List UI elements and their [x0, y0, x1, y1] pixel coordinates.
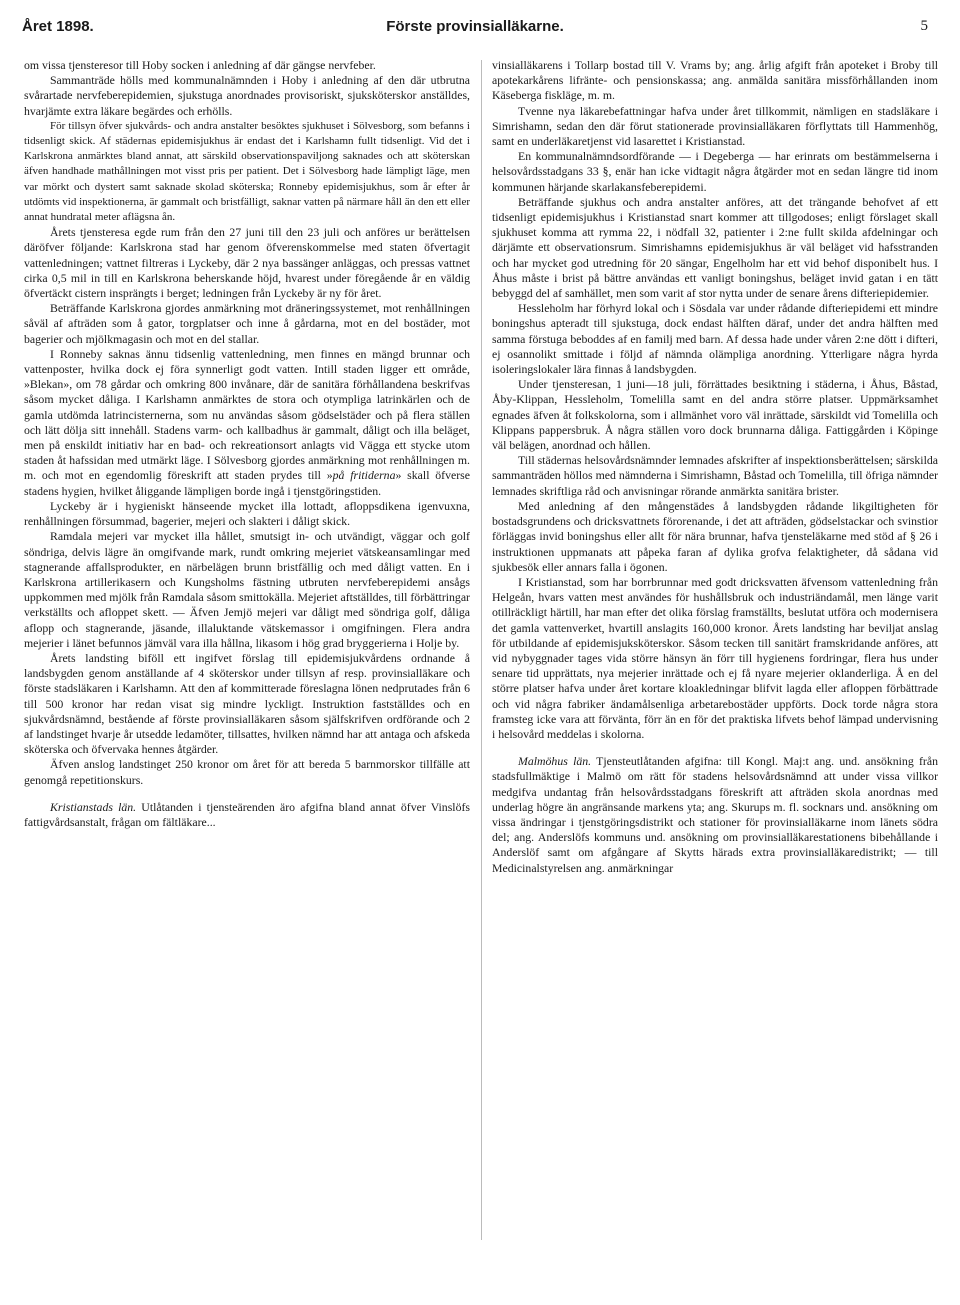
- paragraph: I Kristianstad, som har borrbrunnar med godt dricksvatten äfvensom vattenledning från Helgeån, hvars vatten mest användes för hushållsbruk och industriändamål, men länge varit otillräckligt härtill, har man efter det olika förslag framställts, beslutat utföra och modernisera det gamla vattenverket, hvartill anslagits 160,000 kronor. Årets landsting har beviljat anslag för utbildande af epidemisjuksköterskor. Såsom tecken till sanitärt framskridande anföres, att vid nybyggnader tages vida större hänsyn än förr till hygienens fordringar, flera hus under senare tid upprättats, nya mejerier inrättade och ej få nyare mejerier oklanderliga. Å en del större platser hafva under året kortare kloakledningar blifvit lagda eller afloppen förbättrade och vid några fabriker ändamålsenliga arbetarebostäder uppförts. Dock torde några stora framsteg icke vara att förvänta, förr än en för det praktiska lifvets behof lämpad undervisning i helsovård meddelas i skolorna.: [492, 574, 938, 741]
- paragraph: [24, 800, 470, 830]
- page-number: 5: [920, 18, 928, 34]
- paragraph: Beträffande sjukhus och andra anstalter anföres, att det trängande behofvet af ett tidsenligt epidemisjukhus i Kristianstad snart kommer att tillgodoses; enligt förslaget skall sjukhuset komma att rymma 22, i nödfall 32, patienter i 2:ne fullt skilda afdelningar och därjämte ett observationsrum. Simrishamns epidemisjukhus är väl beläget vid hafsstranden och har mycket god utredning för 20 sängar, Engelholm har ett vid behof disponibelt hus. I Åhus måste i brist på bättre användas ett vanligt boningshus, beläget invid gatan i en tätt bebyggd del af samhället, men som varit af stor nytta under de senare årens difteriepidemier.: [492, 194, 938, 301]
- section-heading: Malmöhus län.: [518, 754, 592, 769]
- paragraph: Sammanträde hölls med kommunalnämnden i Hoby i anledning af den där utbrutna svårartade nervfeberepidemien, sjukstuga anordnades provisoriskt, sjuksköterskor anställdes, hvarjämte extra läkare begärdes och erhölls.: [24, 73, 470, 118]
- column-divider: [481, 60, 482, 1240]
- paragraph: Årets landsting biföll ett ingifvet förslag till epidemisjukvårdens ordnande å landsbygden genom anställande af 4 sköterskor under tillsyn af resp. provinsialläkare och förste stadsläkaren i Karlshamn. Att den af kommitterade föreslagna lönen nedprutades från 6 till 500 kronor har redan visat sig mindre lyckligt. Instruktion fastställdes och en sjukvårdsnämnd, bestående af förste provinsialläkaren såsom själfskrifven ordförande och 2 af landstinget hvarje år utsedde ledamöter, tillsattes, hvilken nämnd har att antaga och afskeda sköterska och öfvervaka hennes åtgärder.: [24, 650, 470, 757]
- paragraph: För tillsyn öfver sjukvårds- och andra anstalter besöktes sjukhuset i Sölvesborg, som befanns i tidsenligt skick. Af städernas epidemisjukhus är endast det i Karlshamn fullt tidsenligt. Vid det i Karlskrona anmärktes bland annat, att särskild observationspaviljong saknades och att sköterskan äfven handhade mathållningen mot visst pris per patient. Det i Sölvesborg hade lämpligt läge, men var mörkt och dystert samt saknade skolad sköterska; Ronneby epidemisjukhus, som år efter år utdömts vid inspektionerna, är gammalt och bristfälligt, saknar vatten på närmare håll än den ett eller annat hundratal meter aflägsna ån.: [24, 119, 470, 224]
- header-year: Året 1898.: [22, 18, 94, 35]
- paragraph-text: Utlåtanden i tjensteärenden äro afgifna bland annat öfver Vinslöfs fattigvårdsanstalt, frågan om fältläkare...: [24, 799, 470, 829]
- paragraph-text: I Ronneby saknas ännu tidsenlig vattenledning, men finnes en mängd brunnar och vattenposter, hvilka dock ej föra synnerligt godt vatten. Intill staden ligger ett område, »Blekan», om 78 gårdar och omkring 800 invånare, där de sanitära förhållandena beskrifvas såsom mycket dåliga. I Karlshamn anmärktes de stora och otympliga latrinkärlen och de gamla utdömda latrincisternerna, som nu användas såsom gödselstäder och på flera ställen och lätt dölja sitt innehåll. Stadens varm- och kallbadhus är gammalt, dåligt och illa beläget, men på enskildt initiativ har en bad- och rekreationsort anlagts vid Vägga ett stycke utom staden åt hafssidan med utmärkt läge. I Sölvesborg gjordes anmärkning mot renhållningen m. m. och mot en egendomlig föreskrift att staden prydes till »: [24, 346, 470, 483]
- paragraph: Med anledning af den mångenstädes å landsbygden rådande likgiltigheten för bostadsgrundens och dricksvattnets förorenande, i det att afträden, gödselstackar och svinstior förläggas invid boningshus eller allt för nära brunnar, hafva tjensteläkarne med stöd af § 26 i instruktionen uppmanats att påpeka faran af dylika grofva felaktigheter, då sådana vid sjukbesök eller annars falla i ögonen.: [492, 498, 938, 574]
- paragraph-text: » skall öfverse stadens hygien, hvilket åliggande lämpligen borde ingå i tjenstgöringstiden.: [24, 468, 470, 498]
- page-header: [22, 18, 928, 44]
- paragraph: [492, 754, 938, 876]
- left-column: [24, 58, 470, 830]
- paragraph: Hessleholm har förhyrd lokal och i Sösdala var under rådande difteriepidemi ett mindre boningshus apteradt till sjukstuga, dock endast hälften däraf, under det andra hälften med samma förstuga beboddes af en familj med barn. Af dessa hade under våren 2:ne dött i difteri, ej osannolikt smittade i följd af nämnda olämpliga anordning. Ytterligare några hyrda isoleringslokaler lära finnas å landsbygden.: [492, 301, 938, 377]
- paragraph: [24, 347, 470, 499]
- paragraph: Beträffande Karlskrona gjordes anmärkning mot dräneringssystemet, mot renhållningen såväl af afträden som å gator, torgplatser och inne å gårdarna, mot en del bostäder, mot bagerier och mjölkmagasin och mot en del stallar.: [24, 301, 470, 346]
- paragraph: En kommunalnämndsordförande — i Degeberga — har erinrats om bestämmelserna i helsovårdsstadgans 33 §, enär han icke vidtagit några åtgärder mot en sedan längre tid inom kommunen härjande skarlakansfeberepidemi.: [492, 149, 938, 194]
- paragraph-text: Tjensteutlåtanden afgifna: till Kongl. Maj:t ang. und. ansökning från stadsfullmäktige i Malmö om rätt för stadens helsovårdsnämnd att under vissa villkor medgifva undantag från helsovårdsstadgans föreskrift att afträden skola anordnas med underlag högre än angränsande markens yta; ang. Skurups m. fl. socknars und. ansökning om vissa ändringar i tjenstgöringsdistrikt och stationer för provinsialläkarne inom länets södra del; ang. Anderslöfs kommuns und. ansökning om provinsialläkarestationens bibehållande i Anderslöf samt om afgångare af Skytts härads extra provinsialläkaredistrikt; — till Medicinalstyrelsen ang. anmärkningar: [492, 754, 938, 875]
- paragraph: Ramdala mejeri var mycket illa hållet, smutsigt in- och utvändigt, väggar och golf söndriga, delvis lägre än omgifvande mark, rundt omkring mejeriet vätskeansamlingar med stagnerande affallsprodukter, en närbelägen brunn bristfällig och med dåligt vatten. En i Karlskrona artillerikasern och Kungsholms fästning utbruten nervfeberepidemi ansågs uppkommen med mjölk från Ramdala såsom smittokälla. Mejeriet aftställdes, till förbättringar verkställts och afloppet skett. — Äfven Jemjö mejeri var dåligt med söndriga golf, dåliga aflopp och stagnerande, jäsande, illaluktande vätskemassor i omgifningen. Flera andra mejerier i länet befunnos jämväl vara illa hållna, likasom i hög grad bryggerierna i Holje by.: [24, 529, 470, 650]
- paragraph: Årets tjensteresa egde rum från den 27 juni till den 23 juli och anföres ur berättelsen däröfver följande: Karlskrona stad har genom öfverenskommelse med staten öfvertagit vattenledningen; vattnet filtreras i Lyckeby, där 2 nya bassänger anläggas, och pressas vattnet cirka 0,5 mil in till en Karlskrona beherskande höjd, hvarest under föregående år en väldig öfvertäckt cistern insprängts i berget; ledningen från Lyckeby är ny för året.: [24, 225, 470, 301]
- paragraph: om vissa tjensteresor till Hoby socken i anledning af där gängse nervfeber.: [24, 58, 376, 72]
- paragraph: Lyckeby är i hygieniskt hänseende mycket illa lottadt, afloppsdikena igenvuxna, renhållningen försummad, bagerier, mejeri och slakteri i dåligt skick.: [24, 498, 470, 529]
- right-column: [492, 58, 938, 876]
- paragraph: Till städernas helsovårdsnämnder lemnades afskrifter af inspektionsberättelsen; särskilda sammanträden höllos med nämnderna i Simrishamn, Båstad och Tomelilla, till öfriga nämnder lemnades skriftliga råd och anvisningar rörande anmärkta sanitära brister.: [492, 453, 938, 498]
- italic-phrase: på fritiderna: [332, 468, 396, 483]
- paragraph: Under tjensteresan, 1 juni—18 juli, förrättades besiktning i städerna, i Åhus, Båstad, Åby-Klippan, Hessleholm, Tomelilla samt en del andra större platser. Uppmärksamhet egnades äfven åt folkskolorna, som i allmänhet voro väl inrättade, särskildt vid Tomelilla och Klippans pappersbruk. Å några ställen voro dock brunnarna dåliga. Fattiggården i Köpinge väl belägen, anordnad och hållen.: [492, 377, 938, 453]
- section-heading: Kristianstads län.: [50, 799, 137, 814]
- paragraph: vinsialläkarens i Tollarp bostad till V. Vrams by; ang. årlig afgift från apoteket i Broby till apotekarkårens lifränte- och pensionskassa; ang. anmälda sanitära missförhållanden inom Käseberga fiskläge, m. m.: [492, 58, 938, 103]
- header-title: Förste provinsialläkarne.: [386, 18, 564, 35]
- paragraph: Tvenne nya läkarebefattningar hafva under året tillkommit, nämligen en stadsläkare i Simrishamn, sedan den där förut stationerade provinsialläkaren förflyttats till Hammenhög, samt en underläkaretjenst vid lasarettet i Kristianstad.: [492, 103, 938, 149]
- paragraph: Äfven anslog landstinget 250 kronor om året för att bereda 5 barnmorskor tillfälle att genomgå repetitionskurs.: [24, 757, 470, 787]
